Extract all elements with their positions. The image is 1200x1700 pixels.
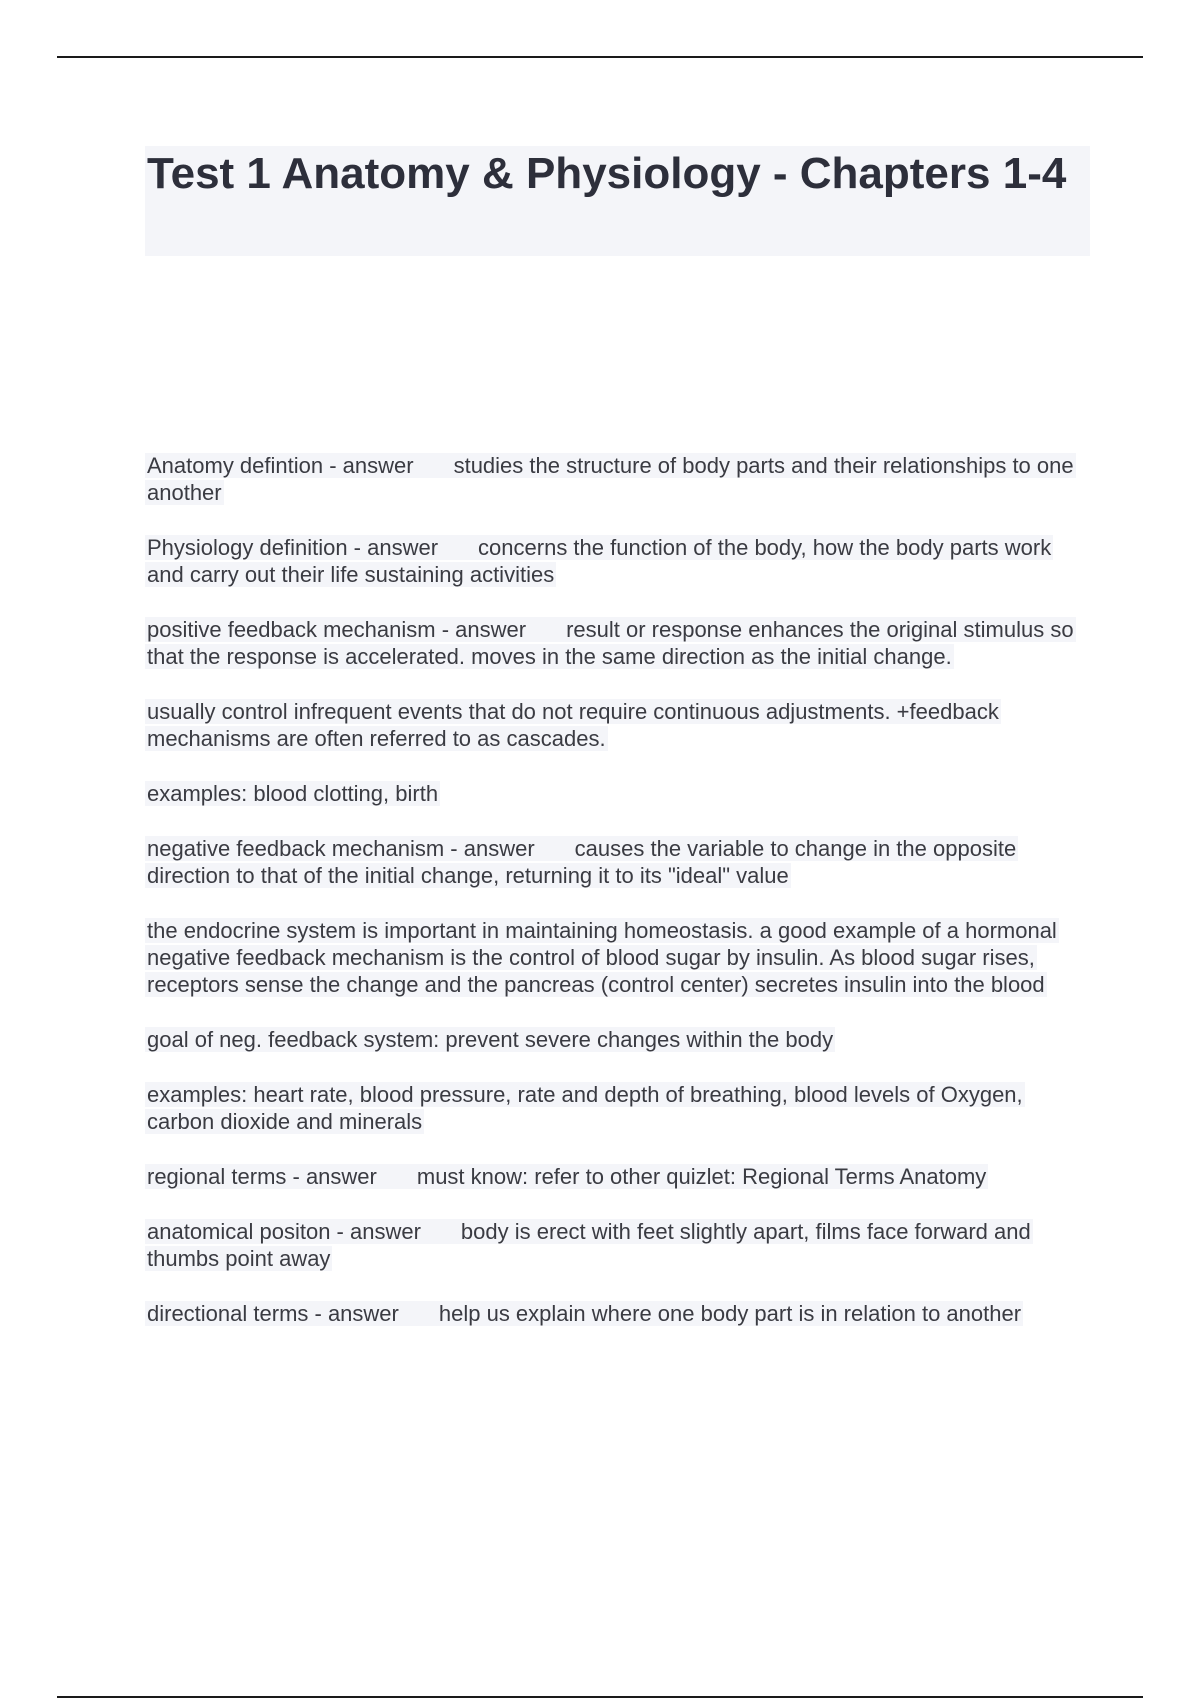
entry-definition: examples: blood clotting, birth (147, 781, 439, 806)
flashcard-entry-continuation (145, 917, 1090, 998)
entry-definition: must know: refer to other quizlet: Regional Terms Anatomy (416, 1164, 987, 1189)
top-rule (57, 56, 1143, 58)
entry-term: negative feedback mechanism - answer (147, 836, 535, 861)
bottom-rule (57, 1696, 1143, 1698)
entry-term: regional terms - answer (147, 1164, 377, 1189)
entry-definition: goal of neg. feedback system: prevent severe changes within the body (147, 1027, 834, 1052)
entry-definition: result or response enhances the original stimulus so that the response is accelerated. moves in the same direction as the initial change. (147, 617, 1074, 669)
flashcard-entry (145, 1300, 1090, 1327)
entry-term: Physiology definition - answer (147, 535, 439, 560)
flashcard-entry (145, 534, 1090, 588)
entry-term: anatomical positon - answer (147, 1219, 421, 1244)
document-title: Test 1 Anatomy & Physiology - Chapters 1-4 (145, 146, 1090, 256)
flashcard-entry (145, 616, 1090, 670)
entry-definition: concerns the function of the body, how the body parts work and carry out their life sustaining activities (147, 535, 1052, 587)
flashcard-entry (145, 1218, 1090, 1272)
flashcard-entry-continuation (145, 1026, 1090, 1053)
flashcard-entry-continuation (145, 780, 1090, 807)
flashcard-entry (145, 1163, 1090, 1190)
entry-definition: causes the variable to change in the opposite direction to that of the initial change, returning it to its "ideal" value (147, 836, 1017, 888)
entry-definition: the endocrine system is important in maintaining homeostasis. a good example of a hormonal negative feedback mechanism is the control of blood sugar by insulin. As blood sugar rises, receptors sense the change and the pancreas (control center) secretes insulin into the blood (147, 918, 1057, 997)
entry-definition: help us explain where one body part is in relation to another (438, 1301, 1022, 1326)
entry-term: Anatomy defintion - answer (147, 453, 414, 478)
flashcard-entry (145, 452, 1090, 506)
entry-term: directional terms - answer (147, 1301, 399, 1326)
flashcard-entry (145, 835, 1090, 889)
document-body (145, 146, 1090, 1355)
flashcard-entry-continuation (145, 1081, 1090, 1135)
entry-definition: studies the structure of body parts and their relationships to one another (147, 453, 1074, 505)
flashcard-list (145, 452, 1090, 1327)
entry-definition: examples: heart rate, blood pressure, rate and depth of breathing, blood levels of Oxygen, carbon dioxide and minerals (147, 1082, 1023, 1134)
entry-definition: usually control infrequent events that do not require continuous adjustments. +feedback mechanisms are often referred to as cascades. (147, 699, 999, 751)
flashcard-entry-continuation (145, 698, 1090, 752)
entry-term: positive feedback mechanism - answer (147, 617, 527, 642)
entry-definition: body is erect with feet slightly apart, films face forward and thumbs point away (147, 1219, 1031, 1271)
